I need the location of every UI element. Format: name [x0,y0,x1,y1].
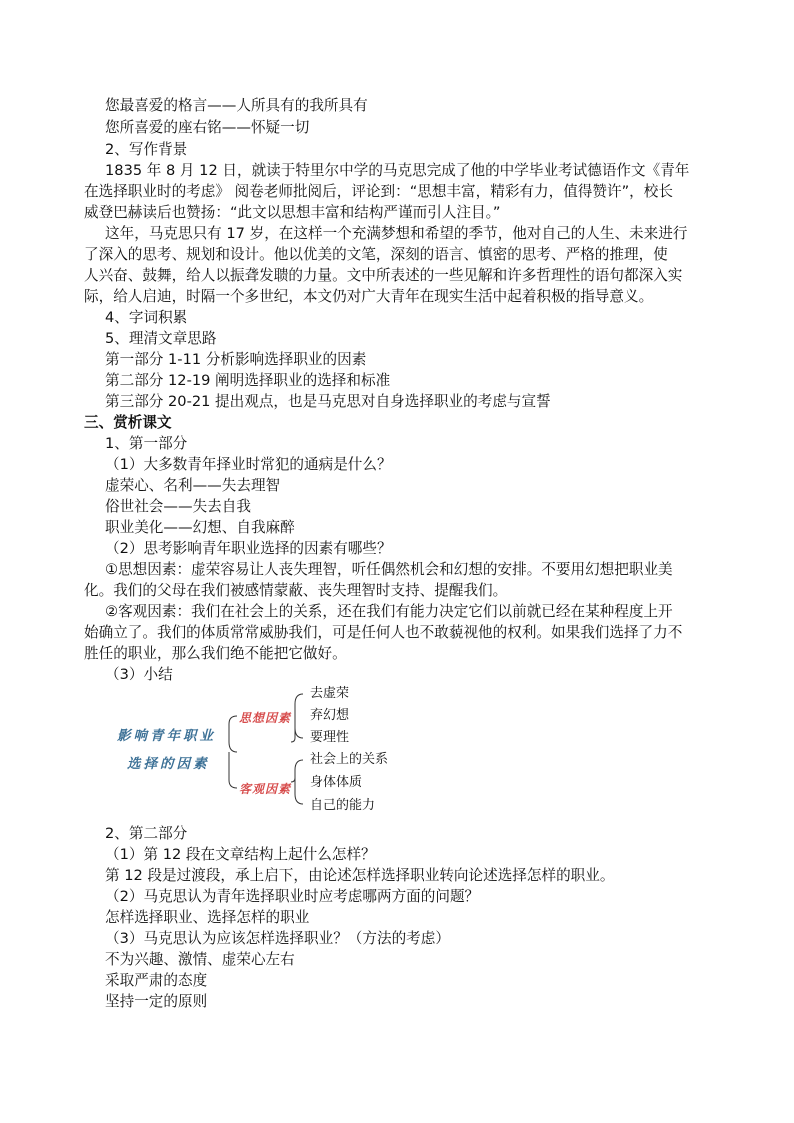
diagram-item: 要理性 [310,730,350,745]
paragraph-line: 胜任的职业，那么我们绝不能把它做好。 [84,645,347,662]
answer-line: 俗世社会——失去自我 [105,498,251,515]
diagram-category-objective: 客观因素 [239,782,292,796]
summary-diagram [105,682,425,817]
diagram-item: 自己的能力 [310,798,376,813]
paragraph-line: 这年，马克思只有 17 岁，在这样一个充满梦想和希望的季节，他对自己的人生、未来进行 [105,225,688,242]
paragraph-line: 威登巴赫读后也赞扬：“此文以思想丰富和结构严谨而引人注目。” [84,204,501,221]
diagram-main-line2: 选择的因素 [127,756,210,772]
outline-item: 第一部分 1-11 分析影响选择职业的因素 [105,351,367,368]
answer-line: 坚持一定的原则 [105,993,208,1010]
question: （1）大多数青年择业时常犯的通病是什么？ [105,456,392,473]
paragraph-line: ②客观因素：我们在社会上的关系，还在我们有能力决定它们以前就已经在某种程度上开 [105,603,673,620]
diagram-item: 弃幻想 [310,708,350,723]
diagram-category-thought: 思想因素 [239,711,292,725]
answer-line: 怎样选择职业、选择怎样的职业 [105,909,310,926]
paragraph-line: 1835 年 8 月 12 日，就读于特里尔中学的马克思完成了他的中学毕业考试德语作文《青年 [105,162,690,179]
answer-line: 虚荣心、名利——失去理智 [105,477,281,494]
outline-item: 第二部分 12-19 阐明选择职业的选择和标准 [105,372,391,389]
section-heading: 5、理清文章思路 [105,330,217,347]
answer-line: 职业美化——幻想、自我麻醉 [105,519,295,536]
motto-line: 您最喜爱的格言——人所具有的我所具有 [105,97,368,114]
diagram-item: 身体体质 [310,775,363,790]
section-heading: 1、第一部分 [105,435,188,452]
section-heading: 2、第二部分 [105,825,188,842]
paragraph-line: 化。我们的父母在我们被感情蒙蔽、丧失理智时支持、提醒我们。 [84,582,508,599]
maxim-line: 您所喜爱的座右铭——怀疑一切 [105,119,310,136]
paragraph-line: 际，给人启迪，时隔一个多世纪，本文仍对广大青年在现实生活中起着积极的指导意义。 [84,288,654,305]
answer-line: 不为兴趣、激情、虚荣心左右 [105,951,295,968]
paragraph-line: 在选择职业时的考虑》 阅卷老师批阅后，评论到：“思想丰富，精彩有力，值得赞许”，校长 [84,183,673,200]
section-heading: 2、写作背景 [105,141,188,158]
question: （2）马克思认为青年选择职业时应考虑哪两方面的问题？ [105,888,480,905]
diagram-item: 去虚荣 [310,686,350,701]
part-heading: 三、赏析课文 [84,414,172,431]
outline-item: 第三部分 20-21 提出观点，也是马克思对自身选择职业的考虑与宣誓 [105,393,551,410]
paragraph-line: 人兴奋、鼓舞，给人以振聋发聩的力量。文中所表述的一些见解和许多哲理性的语句都深入实 [84,267,683,284]
paragraph-line: ①思想因素：虚荣容易让人丧失理智，听任偶然机会和幻想的安排。不要用幻想把职业美 [105,561,673,578]
question: （3）小结 [105,666,173,683]
section-heading: 4、字词积累 [105,309,188,326]
diagram-main-line1: 影响青年职业 [117,728,216,744]
answer-line: 第 12 段是过渡段，承上启下，由论述怎样选择职业转向论述选择怎样的职业。 [105,867,615,884]
question: （1）第 12 段在文章结构上起什么怎样？ [105,846,376,863]
question: （3）马克思认为应该怎样选择职业？（方法的考虑） [105,930,450,947]
paragraph-line: 始确立了。我们的体质常常威胁我们，可是任何人也不敢藐视他的权利。如果我们选择了力不 [84,624,683,641]
answer-line: 采取严肃的态度 [105,972,208,989]
paragraph-line: 了深入的思考、规划和设计。他以优美的文笔，深刻的语言、慎密的思考、严格的推理，使 [84,246,668,263]
diagram-item: 社会上的关系 [310,752,389,767]
question: （2）思考影响青年职业选择的因素有哪些？ [105,540,392,557]
